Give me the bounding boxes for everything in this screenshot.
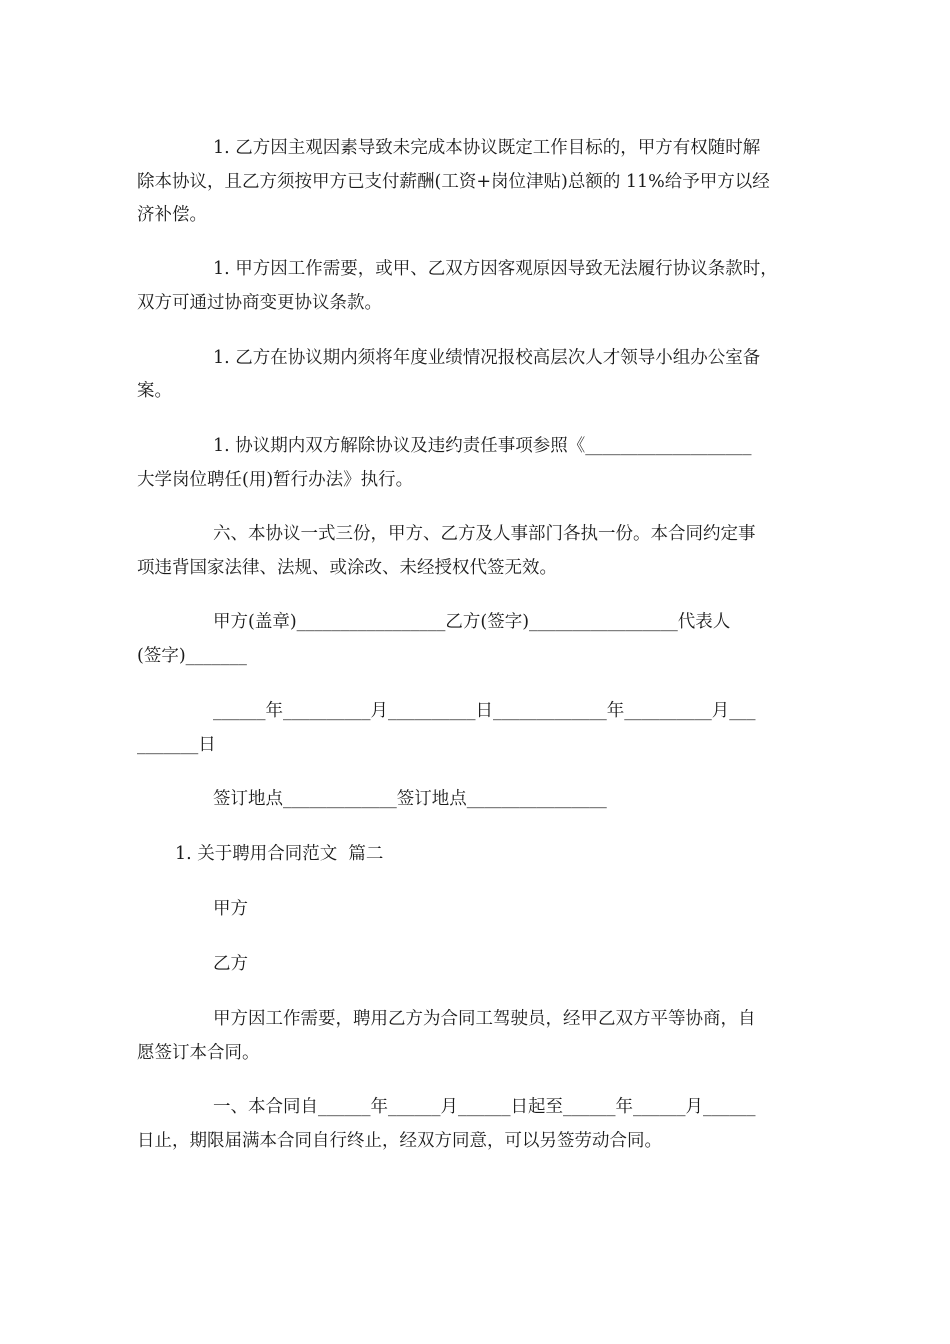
contract-term-line: 日止，期限届满本合同自行终止，经双方同意，可以另签劳动合同。 — [137, 1131, 662, 1151]
contract-intro-line: 愿签订本合同。 — [137, 1043, 260, 1063]
date-line: _______日 — [137, 735, 216, 755]
signature-line: (签字)_______ — [137, 646, 247, 666]
clause-termination-line: 济补偿。 — [137, 205, 207, 225]
clause-copies-line: 项违背国家法律、法规、或涂改、未经授权代签无效。 — [137, 558, 557, 578]
party-a-label: 甲方 — [213, 899, 248, 919]
party-b-label: 乙方 — [213, 954, 248, 974]
clause-reference-line: 大学岗位聘任(用)暂行办法》执行。 — [137, 470, 414, 490]
contract-intro-line: 甲方因工作需要，聘用乙方为合同工驾驶员，经甲乙双方平等协商，自 — [213, 1009, 756, 1029]
clause-report-line: 1. 乙方在协议期内须将年度业绩情况报校高层次人才领导小组办公室备 — [213, 348, 761, 368]
section-heading: 1. 关于聘用合同范文 篇二 — [175, 844, 384, 864]
contract-term-line: 一、本合同自______年______月______日起至______年______月______ — [213, 1097, 756, 1117]
clause-termination-line: 除本协议，且乙方须按甲方已支付薪酬(工资+岗位津贴)总额的 11%给予甲方以经 — [137, 172, 770, 192]
clause-copies-line: 六、本协议一式三份，甲方、乙方及人事部门各执一份。本合同约定事 — [213, 524, 756, 544]
clause-report-line: 案。 — [137, 381, 172, 401]
clause-termination-line: 1. 乙方因主观因素导致未完成本协议既定工作目标的，甲方有权随时解 — [213, 138, 761, 158]
clause-amendment-line: 双方可通过协商变更协议条款。 — [137, 293, 382, 313]
clause-reference-line: 1. 协议期内双方解除协议及违约责任事项参照《___________________ — [213, 436, 752, 456]
signing-place-line: 签订地点_____________签订地点________________ — [213, 789, 607, 809]
clause-amendment-line: 1. 甲方因工作需要，或甲、乙双方因客观原因导致无法履行协议条款时， — [213, 259, 778, 279]
date-line: ______年__________月__________日_____________年__________月___ — [213, 701, 756, 721]
signature-line: 甲方(盖章)_________________乙方(签字)_________________代表人 — [213, 612, 731, 632]
